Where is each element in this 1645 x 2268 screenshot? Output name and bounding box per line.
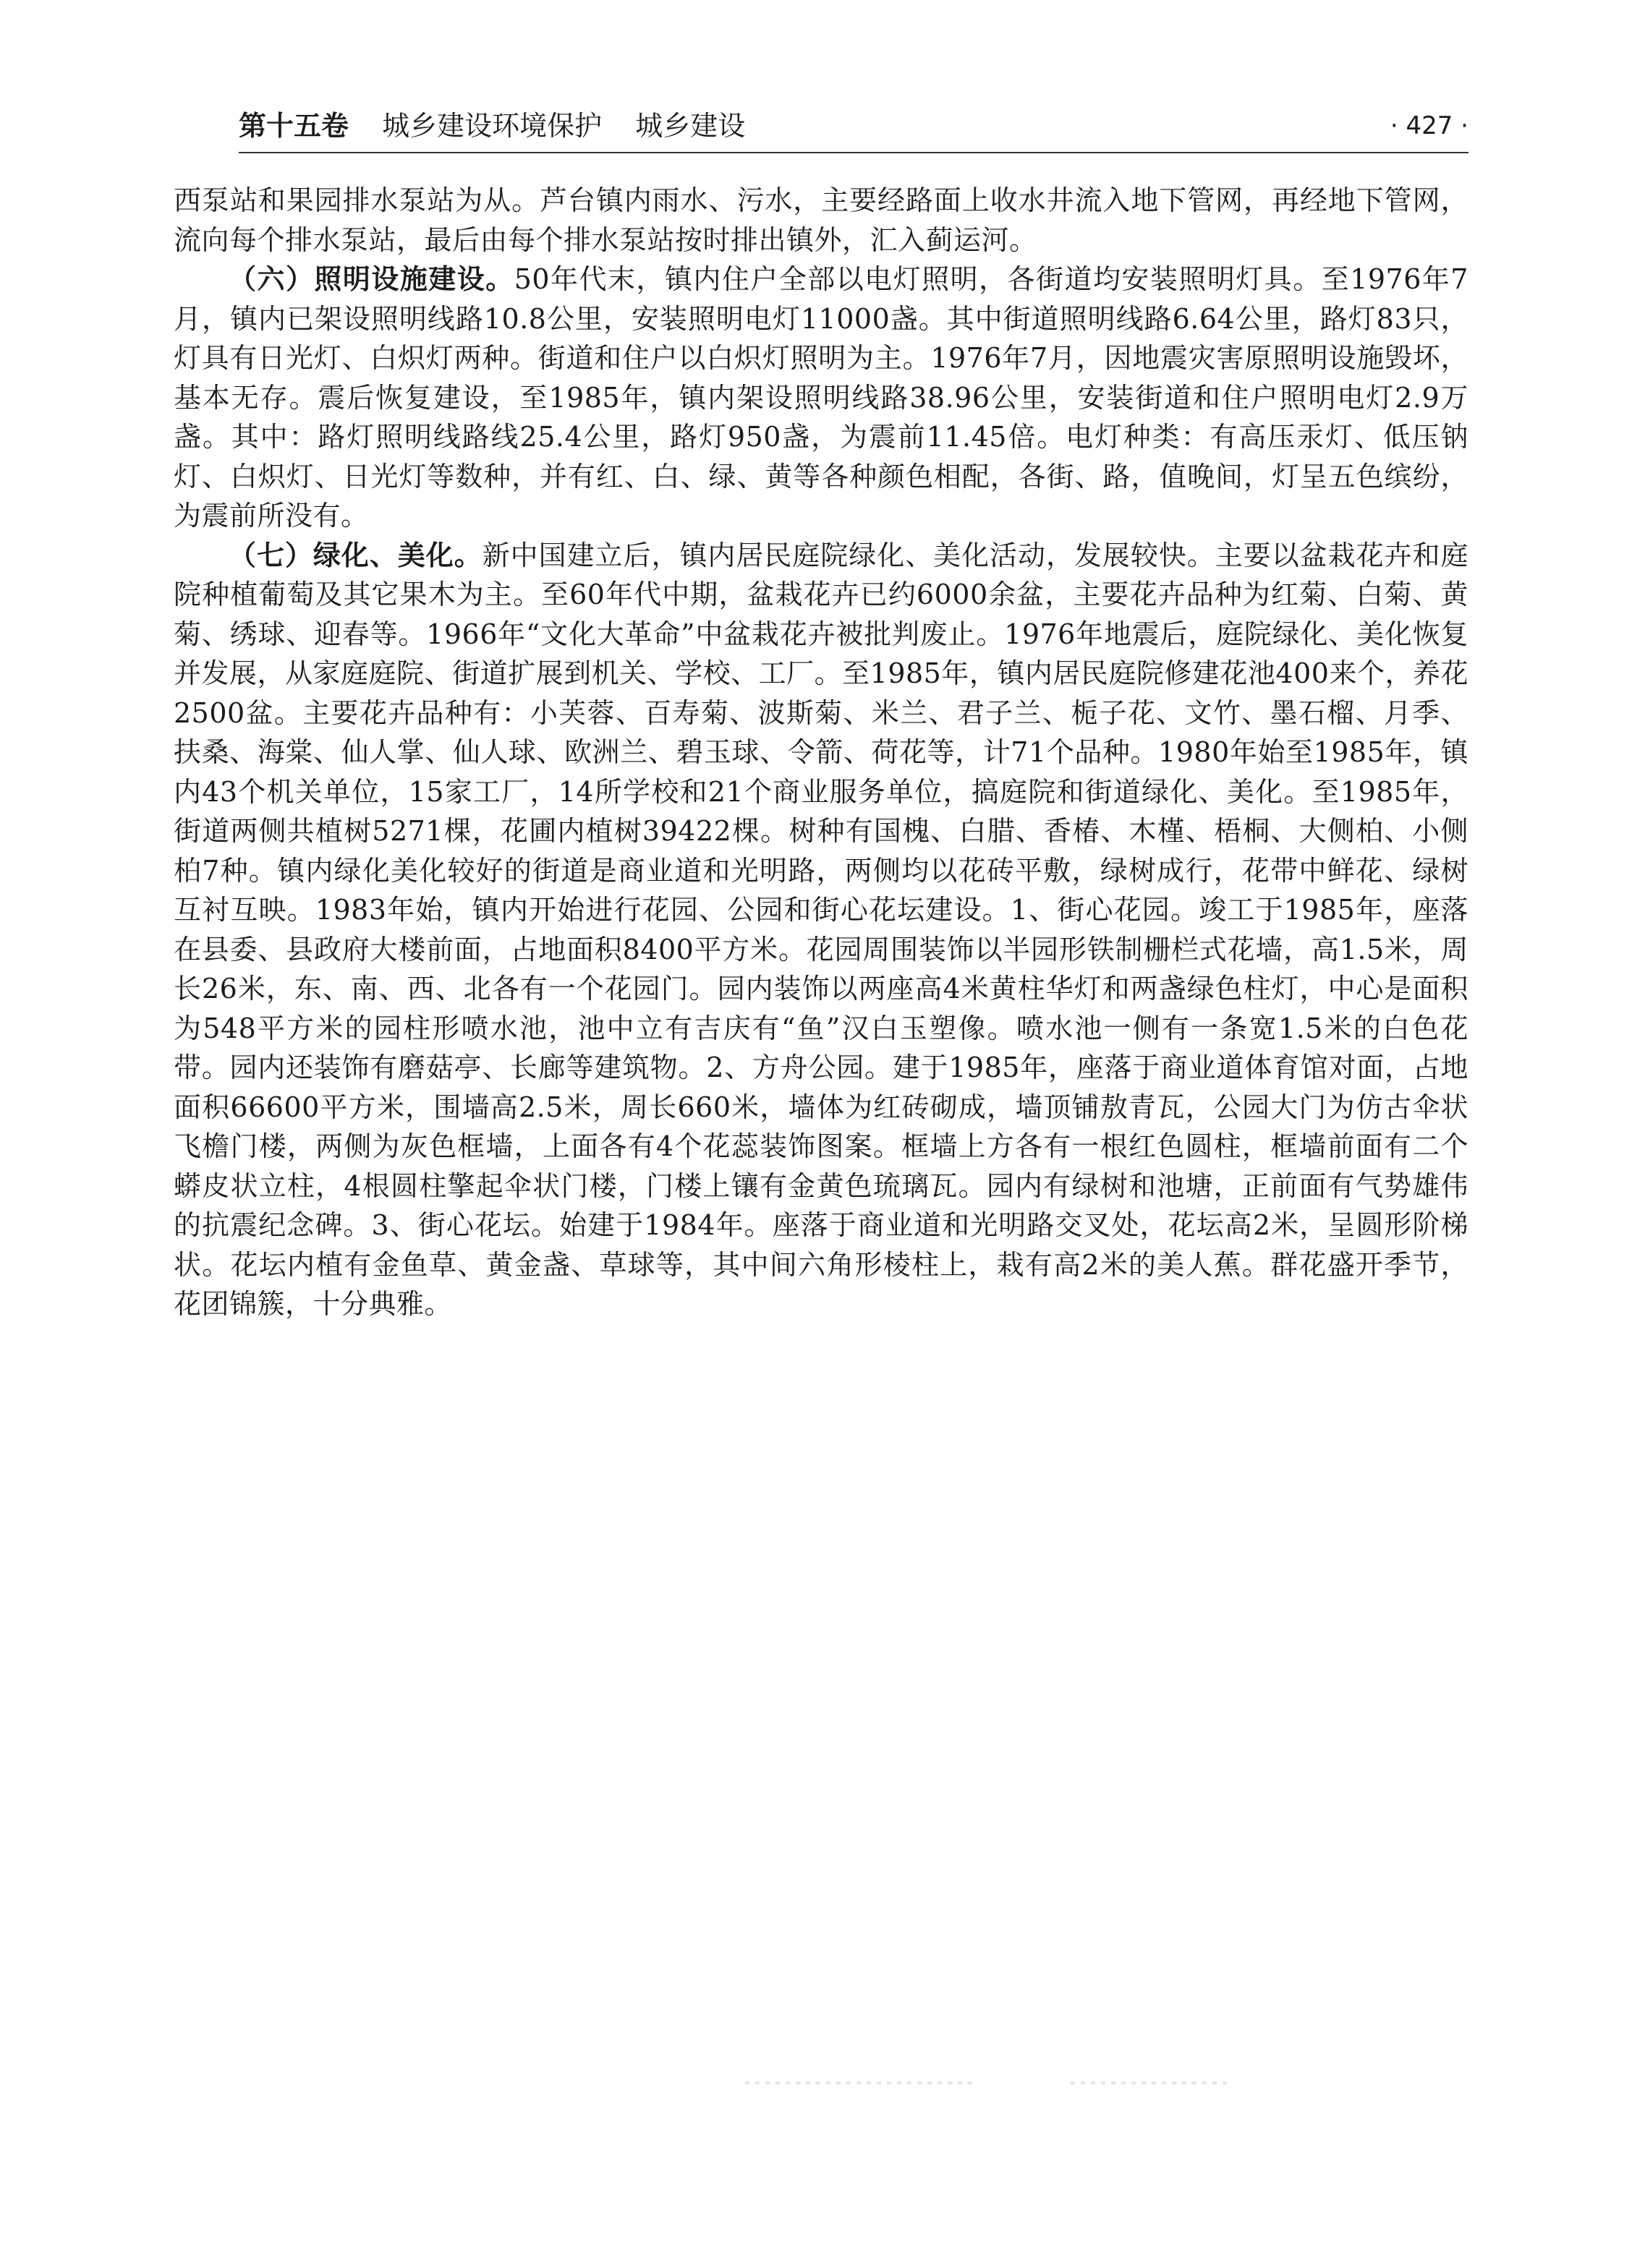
scan-artifact: [745, 2081, 977, 2084]
paragraph-lighting: [174, 260, 1468, 536]
paragraph-greening: [174, 536, 1468, 1324]
page-number: · 427 ·: [1390, 111, 1468, 140]
header-rule: [239, 152, 1468, 153]
scan-artifact: [1071, 2081, 1230, 2084]
section-heading-lighting: （六）照明设施建设。: [229, 263, 514, 295]
paragraph-text: 西泵站和果园排水泵站为从。芦台镇内雨水、污水，主要经路面上收水井流入地下管网，再经地下管网，流向每个排水泵站，最后由每个排水泵站按时排出镇外，汇入蓟运河。: [174, 184, 1468, 256]
header-left: [239, 108, 745, 143]
running-header: [239, 108, 1468, 143]
paragraph-continuation: [174, 181, 1468, 260]
section-heading-greening: （七）绿化、美化。: [229, 539, 483, 571]
subsection-label: 城乡建设: [635, 110, 746, 142]
volume-label: 第十五卷: [239, 110, 349, 142]
paragraph-text: 新中国建立后，镇内居民庭院绿化、美化活动，发展较快。主要以盆栽花卉和庭院种植葡萄及其它果木为主。至60年代中期，盆栽花卉已约6000余盆，主要花卉品种为红菊、白菊、黄菊、绣球、迎春等。1966年“文化大革命”中盆栽花卉被批判废止。1976年地震后，庭院绿化、美化恢复并发展，从家庭庭院、街道扩展到机关、学校、工厂。至1985年，镇内居民庭院修建花池400来个，养花2500盆。主要花卉品种有：小芙蓉、百寿菊、波斯菊、米兰、君子兰、栀子花、文竹、墨石榴、月季、扶桑、海棠、仙人掌、仙人球、欧洲兰、碧玉球、令箭、荷花等，计71个品种。1980年始至1985年，镇内43个机关单位，15家工厂，14所学校和21个商业服务单位，搞庭院和街道绿化、美化。至1985年，街道两侧共植树5271棵，花圃内植树39422棵。树种有国槐、白腊、香椿、木槿、梧桐、大侧柏、小侧柏7种。镇内绿化美化较好的街道是商业道和光明路，两侧均以花砖平敷，绿树成行，花带中鲜花、绿树互衬互映。1983年始，镇内开始进行花园、公园和街心花坛建设。1、街心花园。竣工于1985年，座落在县委、县政府大楼前面，占地面积8400平方米。花园周围装饰以半园形铁制栅栏式花墙，高1.5米，周长26米，东、南、西、北各有一个花园门。园内装饰以两座高4米黄柱华灯和两盏绿色柱灯，中心是面积为548平方米的园柱形喷水池，池中立有吉庆有“鱼”汉白玉塑像。喷水池一侧有一条宽1.5米的白色花带。园内还装饰有磨菇亭、长廊等建筑物。2、方舟公园。建于1985年，座落于商业道体育馆对面，占地面积66600平方米，围墙高2.5米，周长660米，墙体为红砖砌成，墙顶铺敖青瓦，公园大门为仿古伞状飞檐门楼，两侧为灰色框墙，上面各有4个花蕊装饰图案。框墙上方各有一根红色圆柱，框墙前面有二个蟒皮状立柱，4根圆柱擎起伞状门楼，门楼上镶有金黄色琉璃瓦。园内有绿树和池塘，正前面有气势雄伟的抗震纪念碑。3、街心花坛。始建于1984年。座落于商业道和光明路交叉处，花坛高2米，呈圆形阶梯状。花坛内植有金鱼草、黄金盏、草球等，其中间六角形棱柱上，栽有高2米的美人蕉。群花盛开季节，花团锦簇，十分典雅。: [174, 539, 1468, 1320]
paragraph-text: 50年代末，镇内住户全部以电灯照明，各街道均安装照明灯具。至1976年7月，镇内已架设照明线路10.8公里，安装照明电灯11000盏。其中街道照明线路6.64公里，路灯83只，灯具有日光灯、白炽灯两种。街道和住户以白炽灯照明为主。1976年7月，因地震灾害原照明设施毁坏，基本无存。震后恢复建设，至1985年，镇内架设照明线路38.96公里，安装街道和住户照明电灯2.9万盏。其中：路灯照明线路线25.4公里，路灯950盏，为震前11.45倍。电灯种类：有高压汞灯、低压钠灯、白炽灯、日光灯等数种，并有红、白、绿、黄等各种颜色相配，各街、路，值晚间，灯呈五色缤纷，为震前所没有。: [174, 263, 1468, 532]
body-text: [174, 181, 1468, 1324]
section-label: 城乡建设环境保护: [382, 110, 603, 142]
